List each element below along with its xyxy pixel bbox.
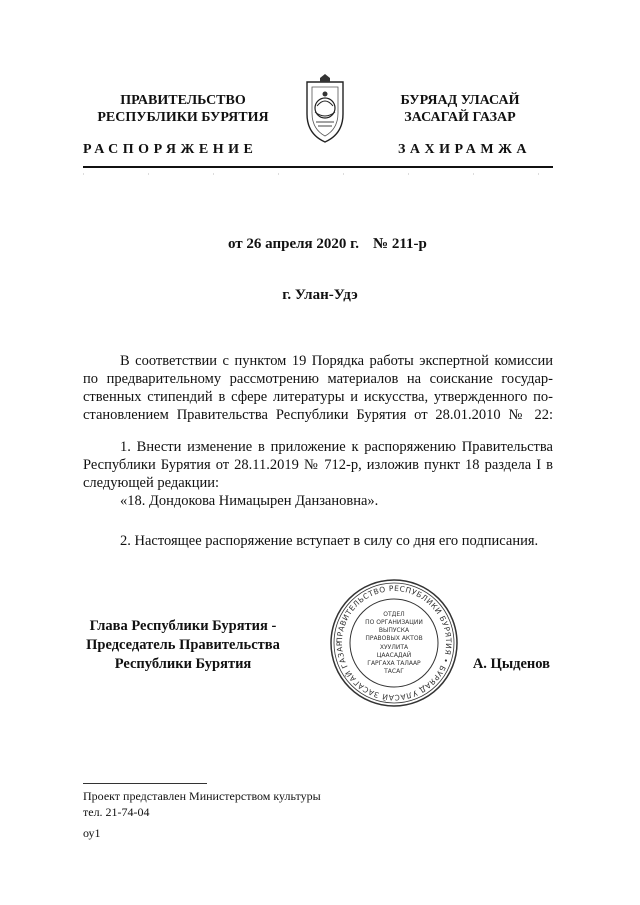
- footer-line3: оу1: [83, 826, 101, 840]
- stamp-line: ВЫПУСКА: [378, 627, 410, 634]
- stamp-line: ЦААСАДАЙ: [376, 652, 412, 659]
- header-divider: [83, 166, 553, 168]
- paragraph-line: 1. Внести изменение в приложение к распоряжению Правительства: [120, 439, 553, 455]
- header-left: [83, 92, 283, 126]
- footer-divider: [83, 783, 207, 784]
- paragraph-item-2: 2. Настоящее распоряжение вступает в силу со дня его подписания.: [120, 533, 539, 549]
- signature-title: [83, 617, 283, 674]
- document-city: г. Улан-Удэ: [282, 287, 358, 303]
- paragraph-item-1: [83, 438, 553, 510]
- paragraph-preamble: [83, 352, 553, 424]
- stamp-line: ГАРГАХА ТАЛААР: [367, 660, 421, 667]
- paragraph-line: Республики Бурятия от 28.11.2019 № 712-р, изложив пункт 18 раздела I в: [83, 457, 553, 473]
- signatory-name: А. Цыденов: [472, 656, 550, 672]
- header-left-line2: РЕСПУБЛИКИ БУРЯТИЯ: [97, 110, 269, 125]
- doc-type-right: ЗАХИРАМЖА: [398, 142, 532, 157]
- paragraph-line: становлением Правительства Республики Бурятия от 28.01.2010 № 22:: [83, 407, 553, 423]
- signature-title-line2: Председатель Правительства: [86, 637, 280, 653]
- header-left-line1: ПРАВИТЕЛЬСТВО: [120, 93, 246, 108]
- paragraph-line: В соответствии с пунктом 19 Порядка работы экспертной комиссии: [120, 353, 553, 369]
- stamp-line: ПРАВОВЫХ АКТОВ: [365, 635, 423, 642]
- paragraph-line: ственных стипендий в сфере литературы и искусства, утвержденного по-: [83, 389, 553, 405]
- coat-of-arms-icon: [303, 74, 347, 144]
- paragraph-line: по предварительному рассмотрению материалов на соискание государ-: [83, 371, 553, 387]
- footer-line1: Проект представлен Министерством культуры: [83, 789, 321, 803]
- header-right-line2: ЗАСАГАЙ ГАЗАР: [404, 110, 516, 125]
- signature-title-line1: Глава Республики Бурятия -: [89, 618, 277, 634]
- paragraph-line: «18. Дондокова Нимацырен Данзановна».: [120, 493, 379, 509]
- stamp-ring-text: ПРАВИТЕЛЬСТВО РЕСПУБЛИКИ БУРЯТИЯ • БУРЯАД УЛАСАЙ ЗАСАГАЙ ГАЗАР: [334, 583, 454, 703]
- official-stamp: [329, 578, 459, 708]
- header-dotted-divider: [83, 172, 553, 176]
- doc-type-left: РАСПОРЯЖЕНИЕ: [83, 142, 258, 157]
- document-date: от 26 апреля 2020 г.: [228, 236, 360, 252]
- header-right: [370, 92, 550, 126]
- stamp-line: ХУУЛИТА: [379, 644, 409, 651]
- signature-title-line3: Республики Бурятия: [114, 656, 252, 672]
- document-number: № 211-р: [373, 236, 427, 252]
- footer-notes: [83, 788, 321, 841]
- stamp-line: ТАСАГ: [384, 668, 404, 675]
- stamp-line: ОТДЕЛ: [383, 611, 405, 618]
- stamp-line: ПО ОРГАНИЗАЦИИ: [365, 619, 423, 626]
- header-right-line1: БУРЯАД УЛАСАЙ: [400, 93, 520, 108]
- footer-line2: тел. 21-74-04: [83, 805, 150, 819]
- paragraph-line: следующей редакции:: [83, 475, 220, 491]
